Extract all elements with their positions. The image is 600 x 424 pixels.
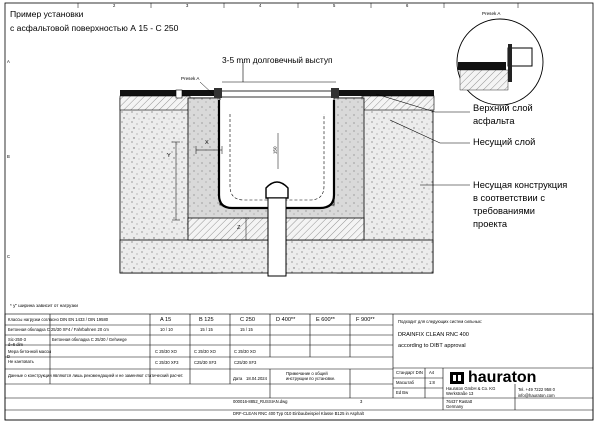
label-asphalt-2: асфальта [473, 116, 515, 126]
brand-address-2: Werkstraße 13 [446, 391, 474, 396]
table-header-label: Классы нагрузки согласно DIN EN 1433 / DIN 19580 [8, 317, 109, 322]
standard-label: Стандарт DIN [396, 370, 423, 375]
outlet-pipe-stem [268, 198, 286, 276]
table-row2-label: Бетонная обкладка C 25/30 XF4 / Fahrbahnen 20 cm [8, 327, 109, 332]
brand-address-1: Hauraton GmbH & Co. KG [446, 386, 496, 391]
detail-frame [508, 44, 512, 82]
sheet-number: 3 [360, 399, 363, 404]
label-structure-1: Несущая конструкция [473, 180, 568, 190]
edition-label: Ed Bw [396, 390, 409, 395]
product-name-1: DRAINFIX CLEAN RNC 400 [398, 332, 469, 338]
footnote: * y" ширина зависит от нагрузки [10, 303, 79, 308]
left-note-3: Мера бетонной массы [8, 349, 52, 354]
product-header: Подходит для следующих систем сильных: [398, 319, 483, 324]
dimension-y: Y [167, 153, 171, 159]
detail-asphalt [458, 62, 506, 70]
class-b125: B 125 [199, 317, 214, 323]
row2-a15: 10 / 10 [160, 327, 173, 332]
standard-value: A4 [429, 370, 435, 375]
brand-address-4: Germany [446, 404, 464, 409]
row5-b125: C25/30 XF3 [194, 360, 217, 365]
left-note-2: d=6 dim [8, 342, 24, 347]
detail-bearing [460, 70, 508, 90]
border-letter-b: B [7, 154, 10, 159]
protrusion-label: 3-5 mm долговечный выступ [222, 55, 333, 65]
scale-label: Масштаб [396, 380, 414, 385]
date-value: 18.04.2024 [246, 376, 267, 381]
date-label: Дата [233, 376, 243, 381]
row2-c250: 15 / 15 [240, 327, 253, 332]
asphalt-top-right [334, 90, 434, 96]
product-line: DRF-CLEAN RNC 400 Typ 010 Einbaubeispiel Klasse B125 in Asphalt [233, 411, 364, 416]
class-d400: D 400** [276, 317, 296, 323]
row5-c250: C25/30 XF3 [234, 360, 257, 365]
file-name: 000016-8852_RUSSIAN.dwg [233, 399, 288, 404]
brand-name: hauraton [468, 369, 537, 386]
row5-a15: C 25/30 XF3 [155, 360, 179, 365]
presek-label-top: Presek A [181, 76, 200, 81]
border-num-4: 4 [259, 3, 262, 8]
dimension-150: 150 [272, 146, 278, 155]
brand-address-3: 76437 Rastatt [446, 399, 473, 404]
row2-b125: 15 / 15 [200, 327, 213, 332]
table-row3-label: Бетонная обкладка C 25/30 / Gehwege [52, 337, 127, 342]
grate-frame-right [331, 88, 339, 98]
class-c250: C 250 [240, 317, 255, 323]
dimension-x: X [205, 140, 209, 146]
label-structure-2: в соответствии с [473, 193, 545, 203]
outlet-pipe [266, 182, 288, 198]
asphalt-top-left [120, 90, 220, 96]
brand-phone: Tel. +49 7222 958 0 [518, 387, 555, 392]
border-num-3: 3 [186, 3, 189, 8]
border-num-2: 2 [113, 3, 116, 8]
scale-value: 1:8 [429, 380, 435, 385]
row4-a15: C 25/30 XO [155, 349, 177, 354]
hauraton-logo-mark [450, 372, 464, 384]
label-asphalt-1: Верхний слой [473, 103, 533, 113]
channel-grate [219, 91, 334, 97]
row4-b125: C 25/30 XO [194, 349, 216, 354]
note-block: Данные о конструкции являются лишь рекомендацией и не заменяют статический расчет. [8, 373, 184, 378]
label-structure-4: проекта [473, 219, 508, 229]
dimension-z: Z [237, 225, 241, 231]
grate-frame-left [214, 88, 222, 98]
row4-c250: C 25/30 XO [234, 349, 256, 354]
class-a15: A 15 [160, 317, 172, 323]
product-name-2: according to DIBT approval [398, 343, 466, 349]
label-bearing-layer: Несущий слой [473, 137, 536, 147]
brand-email: info@hauraton.com [518, 393, 555, 398]
drawing-title-line1: Пример установки [10, 9, 84, 19]
class-e600: E 600** [316, 317, 335, 323]
class-f900: F 900** [356, 317, 375, 323]
install-warning-2: инструкции по установке. [286, 376, 336, 381]
presek-label-detail: Presek A [482, 11, 501, 16]
border-letter-a: A [7, 59, 10, 64]
border-letter-c: C [7, 254, 11, 259]
drawing-title-line2: с асфальтовой поверхностью А 15 - С 250 [10, 23, 179, 33]
install-warning-1: Примечание о общей [286, 371, 328, 376]
bearing-layer-right [362, 96, 434, 110]
top-border-ticks [78, 3, 518, 8]
left-note-1: Sic-250-3 [8, 337, 26, 342]
border-num-6: 6 [406, 3, 409, 8]
left-note-4: Не кантовать [8, 359, 34, 364]
border-num-5: 5 [333, 3, 336, 8]
label-structure-3: требованиями [473, 206, 535, 216]
border-letter-d: D [7, 354, 11, 359]
bolt-left [176, 90, 182, 98]
